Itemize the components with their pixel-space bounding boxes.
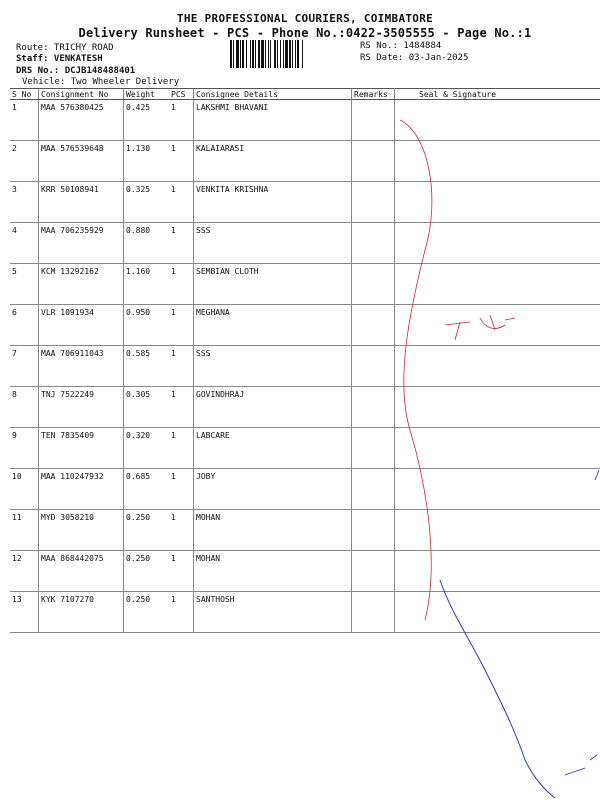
cell-consignment: TNJ 7522249	[39, 387, 124, 428]
cell-sno: 11	[10, 510, 39, 551]
cell-consignment: KYK 7107270	[39, 592, 124, 633]
cell-seal	[395, 551, 600, 592]
cell-weight: 0.685	[124, 469, 170, 510]
cell-remarks	[352, 551, 395, 592]
cell-consignee: JOBY	[194, 469, 352, 510]
cell-remarks	[352, 387, 395, 428]
cell-weight: 1.160	[124, 264, 170, 305]
cell-pcs: 1	[169, 387, 194, 428]
cell-consignee: GOVINDHRAJ	[194, 387, 352, 428]
route-label: Route: TRICHY ROAD	[16, 43, 114, 53]
cell-sno: 1	[10, 100, 39, 141]
cell-weight: 0.880	[124, 223, 170, 264]
barcode-bar	[285, 40, 288, 68]
cell-seal	[395, 592, 600, 633]
cell-sno: 9	[10, 428, 39, 469]
barcode-bar	[265, 40, 266, 68]
barcode-bar	[268, 40, 269, 68]
cell-seal	[395, 346, 600, 387]
barcode-bar	[236, 40, 239, 68]
barcode-bar	[270, 40, 271, 68]
barcode-bar	[295, 40, 296, 68]
cell-pcs: 1	[169, 592, 194, 633]
cell-pcs: 1	[169, 551, 194, 592]
cell-pcs: 1	[169, 182, 194, 223]
cell-remarks	[352, 141, 395, 182]
cell-pcs: 1	[169, 141, 194, 182]
table-row	[10, 182, 600, 223]
cell-consignment: MAA 576380425	[39, 100, 124, 141]
cell-seal	[395, 387, 600, 428]
cell-remarks	[352, 305, 395, 346]
barcode-bar	[289, 40, 291, 68]
cell-consignment: MYD 3058210	[39, 510, 124, 551]
cell-weight: 0.950	[124, 305, 170, 346]
barcode-bar	[230, 40, 232, 68]
barcode-bar	[274, 40, 276, 68]
cell-sno: 10	[10, 469, 39, 510]
table-row	[10, 100, 600, 141]
cell-seal	[395, 141, 600, 182]
barcode-bar	[280, 40, 281, 68]
cell-seal	[395, 305, 600, 346]
cell-sno: 12	[10, 551, 39, 592]
cell-pcs: 1	[169, 510, 194, 551]
table-row	[10, 428, 600, 469]
table-row	[10, 223, 600, 264]
drs-number: DRS No.: DCJB148488401	[16, 66, 136, 76]
cell-sno: 5	[10, 264, 39, 305]
cell-remarks	[352, 346, 395, 387]
cell-consignment: MAA 868442075	[39, 551, 124, 592]
staff-label: Staff: VENKATESH	[16, 54, 103, 64]
col-header-pcs: PCS	[169, 89, 194, 100]
table-header-row	[10, 89, 600, 100]
cell-weight: 1.130	[124, 141, 170, 182]
cell-consignee: VENKITA KRISHNA	[194, 182, 352, 223]
cell-remarks	[352, 428, 395, 469]
table-row	[10, 551, 600, 592]
cell-pcs: 1	[169, 100, 194, 141]
cell-remarks	[352, 223, 395, 264]
runsheet-table	[10, 88, 600, 633]
col-header-consignment: Consignment No	[39, 89, 124, 100]
cell-seal	[395, 223, 600, 264]
table-row	[10, 264, 600, 305]
cell-seal	[395, 100, 600, 141]
table-row	[10, 141, 600, 182]
cell-pcs: 1	[169, 346, 194, 387]
col-header-remarks: Remarks	[352, 89, 395, 100]
cell-remarks	[352, 264, 395, 305]
col-header-sno: S No	[10, 89, 39, 100]
cell-consignment: KCM 13292162	[39, 264, 124, 305]
cell-remarks	[352, 510, 395, 551]
cell-remarks	[352, 100, 395, 141]
cell-weight: 0.250	[124, 592, 170, 633]
cell-consignment: MAA 576539648	[39, 141, 124, 182]
barcode-bar	[240, 40, 241, 68]
cell-seal	[395, 469, 600, 510]
cell-remarks	[352, 469, 395, 510]
cell-consignee: SANTHOSH	[194, 592, 352, 633]
cell-consignment: MAA 110247932	[39, 469, 124, 510]
cell-sno: 3	[10, 182, 39, 223]
cell-consignee: SSS	[194, 223, 352, 264]
barcode-icon	[230, 40, 350, 68]
barcode-bar	[292, 40, 293, 68]
barcode-bar	[242, 40, 244, 68]
cell-pcs: 1	[169, 428, 194, 469]
cell-sno: 2	[10, 141, 39, 182]
cell-seal	[395, 264, 600, 305]
cell-consignment: KRR 50108941	[39, 182, 124, 223]
cell-weight: 0.585	[124, 346, 170, 387]
barcode-bar	[277, 40, 278, 68]
cell-weight: 0.425	[124, 100, 170, 141]
col-header-consignee: Consignee Details	[194, 89, 352, 100]
cell-consignee: MOHAN	[194, 510, 352, 551]
barcode-bar	[261, 40, 264, 68]
cell-weight: 0.320	[124, 428, 170, 469]
cell-weight: 0.250	[124, 510, 170, 551]
cell-pcs: 1	[169, 264, 194, 305]
cell-remarks	[352, 592, 395, 633]
barcode-bar	[252, 40, 254, 68]
cell-sno: 6	[10, 305, 39, 346]
barcode-bar	[255, 40, 256, 68]
cell-consignee: MEGHANA	[194, 305, 352, 346]
cell-pcs: 1	[169, 469, 194, 510]
barcode-bar	[297, 40, 299, 68]
table-row	[10, 469, 600, 510]
cell-consignee: SSS	[194, 346, 352, 387]
cell-weight: 0.325	[124, 182, 170, 223]
cell-sno: 4	[10, 223, 39, 264]
barcode-bar	[246, 40, 247, 68]
cell-consignee: KALAIARASI	[194, 141, 352, 182]
cell-sno: 7	[10, 346, 39, 387]
table-row	[10, 592, 600, 633]
col-header-weight: Weight	[124, 89, 170, 100]
vehicle-label: Vehicle: Two Wheeler Delivery	[22, 77, 180, 87]
table-row	[10, 346, 600, 387]
cell-consignment: MAA 706911043	[39, 346, 124, 387]
cell-consignment: MAA 706235929	[39, 223, 124, 264]
table-row	[10, 387, 600, 428]
col-header-seal: Seal & Signature	[395, 89, 600, 100]
cell-consignment: VLR 1091934	[39, 305, 124, 346]
cell-seal	[395, 182, 600, 223]
barcode-bar	[233, 40, 234, 68]
barcode-bar	[283, 40, 284, 68]
cell-seal	[395, 428, 600, 469]
cell-consignee: LAKSHMI BHAVANI	[194, 100, 352, 141]
document-subtitle: Delivery Runsheet - PCS - Phone No.:0422-3505555 - Page No.:1	[78, 26, 532, 40]
cell-sno: 8	[10, 387, 39, 428]
rs-number: RS No.: 1484884	[360, 41, 442, 51]
cell-remarks	[352, 182, 395, 223]
barcode-bar	[250, 40, 251, 68]
cell-consignee: MOHAN	[194, 551, 352, 592]
table-row	[10, 305, 600, 346]
cell-pcs: 1	[169, 305, 194, 346]
cell-pcs: 1	[169, 223, 194, 264]
cell-consignment: TEN 7835409	[39, 428, 124, 469]
barcode-bar	[258, 40, 260, 68]
rs-date: RS Date: 03-Jan-2025	[360, 53, 469, 63]
cell-weight: 0.250	[124, 551, 170, 592]
cell-sno: 13	[10, 592, 39, 633]
cell-seal	[395, 510, 600, 551]
table-row	[10, 510, 600, 551]
cell-consignee: SEMBIAN CLOTH	[194, 264, 352, 305]
document-title: THE PROFESSIONAL COURIERS, COIMBATORE	[176, 12, 434, 25]
cell-weight: 0.305	[124, 387, 170, 428]
cell-consignee: LABCARE	[194, 428, 352, 469]
barcode-bar	[302, 40, 303, 68]
